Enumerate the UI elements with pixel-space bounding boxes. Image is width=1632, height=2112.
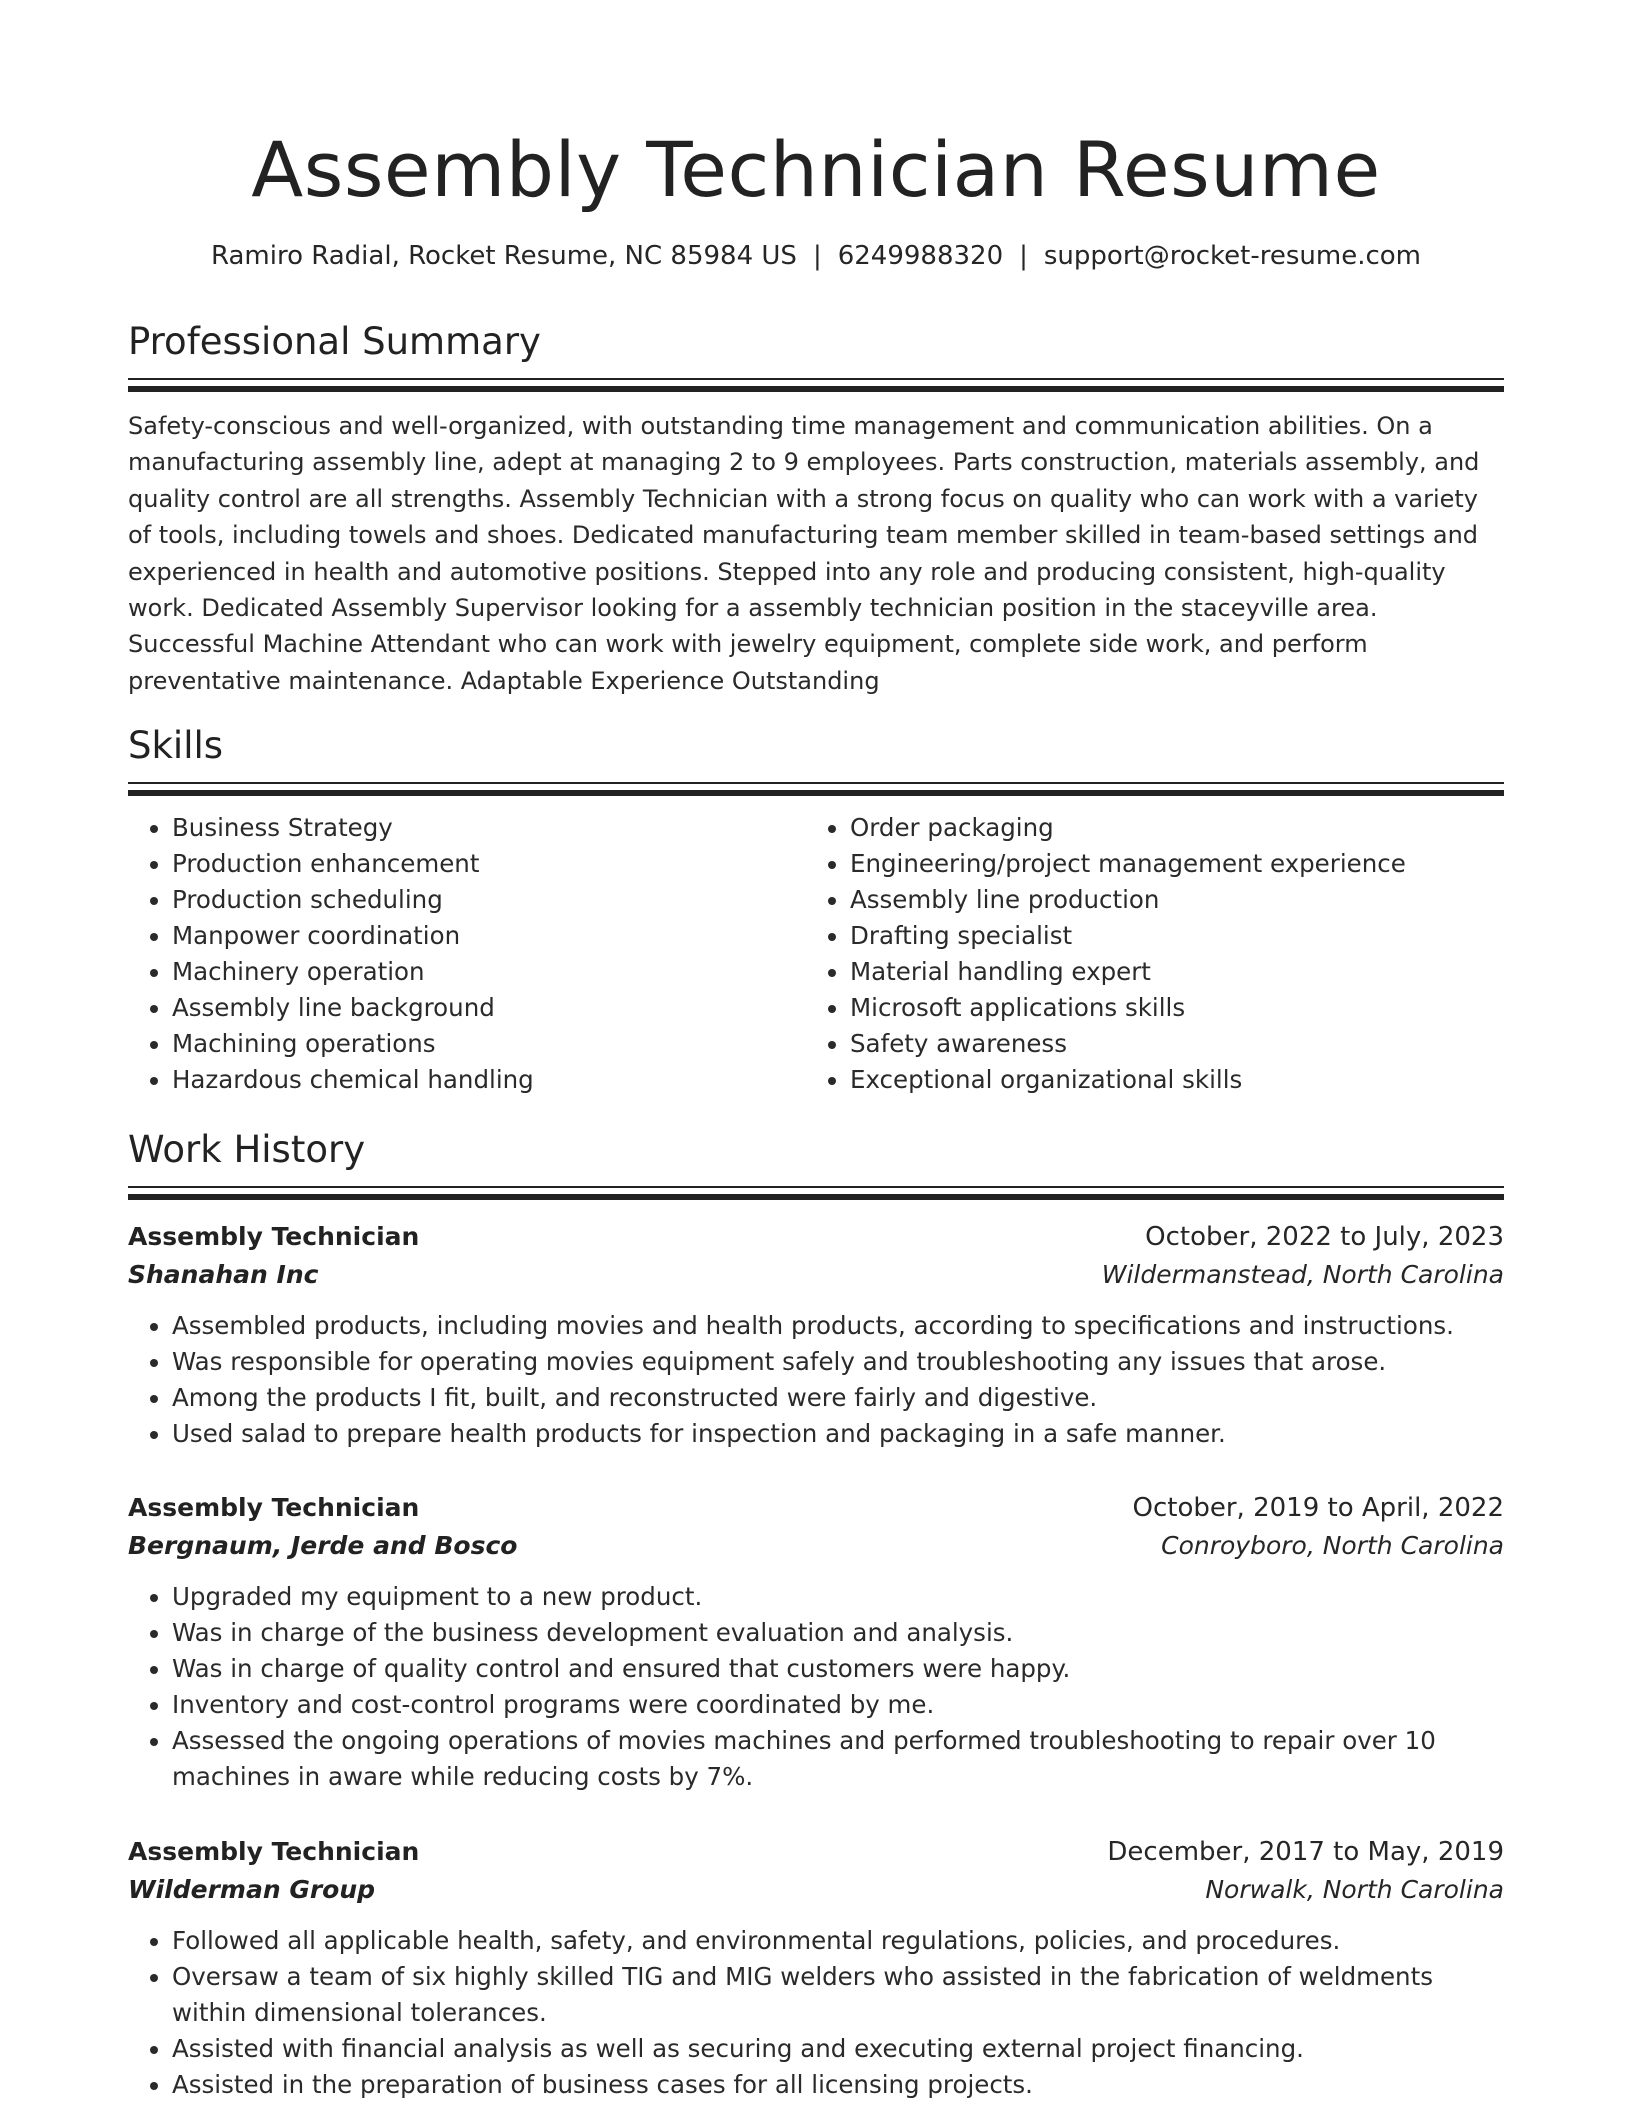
- list-item: • Followed all applicable health, safety, and environmental regulations, policies, and procedures.: [172, 1923, 1504, 1959]
- list-item: • Drafting specialist: [850, 918, 1466, 954]
- list-item: • Was responsible for operating movies equipment safely and troubleshooting any issues that arose.: [172, 1344, 1504, 1380]
- contact-line: [128, 238, 1504, 274]
- section-divider: [128, 378, 1504, 392]
- job-company: Wilderman Group: [128, 1875, 376, 1904]
- job-duties-list: [128, 1579, 1504, 1795]
- list-item: • Assessed the ongoing operations of movies machines and performed troubleshooting to repair over 10 machines in aware while reducing costs by 7%.: [172, 1723, 1504, 1795]
- resume-page: [128, 0, 1504, 2112]
- section-heading-skills: Skills: [128, 724, 224, 767]
- list-item: • Oversaw a team of six highly skilled TIG and MIG welders who assisted in the fabrication of weldments within dimensional tolerances.: [172, 1959, 1504, 2031]
- job-duties-list: [128, 1923, 1504, 2103]
- job-dates: December, 2017 to May, 2019: [1107, 1837, 1504, 1867]
- job-header-row: [128, 1218, 1504, 1256]
- job-title: Assembly Technician: [128, 1493, 420, 1522]
- list-item: • Assembly line background: [172, 990, 788, 1026]
- job-location: Wildermanstead, North Carolina: [1101, 1260, 1504, 1289]
- job-duties-list: [128, 1308, 1504, 1452]
- contact-phone: 6249988320: [837, 241, 1004, 271]
- job-dates: October, 2022 to July, 2023: [1145, 1222, 1504, 1252]
- job-entry: [128, 1489, 1504, 1795]
- list-item: • Was in charge of the business development evaluation and analysis.: [172, 1615, 1504, 1651]
- job-company-row: [128, 1871, 1504, 1909]
- list-item: • Among the products I fit, built, and reconstructed were fairly and digestive.: [172, 1380, 1504, 1416]
- list-item: • Inventory and cost-control programs were coordinated by me.: [172, 1687, 1504, 1723]
- list-item: • Production scheduling: [172, 882, 788, 918]
- job-header-row: [128, 1833, 1504, 1871]
- list-item: • Assisted in the preparation of business cases for all licensing projects.: [172, 2067, 1504, 2103]
- section-divider: [128, 782, 1504, 796]
- list-item: • Exceptional organizational skills: [850, 1062, 1466, 1098]
- list-item: • Machinery operation: [172, 954, 788, 990]
- list-item: • Engineering/project management experience: [850, 846, 1466, 882]
- skills-column-right: [806, 810, 1466, 1098]
- contact-address: Ramiro Radial, Rocket Resume, NC 85984 US: [210, 241, 797, 271]
- job-title: Assembly Technician: [128, 1222, 420, 1251]
- contact-separator: |: [812, 241, 822, 271]
- list-item: • Upgraded my equipment to a new product.: [172, 1579, 1504, 1615]
- job-entry: [128, 1218, 1504, 1452]
- job-title: Assembly Technician: [128, 1837, 420, 1866]
- list-item: • Used salad to prepare health products for inspection and packaging in a safe manner.: [172, 1416, 1504, 1452]
- list-item: • Hazardous chemical handling: [172, 1062, 788, 1098]
- list-item: • Order packaging: [850, 810, 1466, 846]
- job-location: Norwalk, North Carolina: [1205, 1875, 1504, 1904]
- list-item: • Machining operations: [172, 1026, 788, 1062]
- job-dates: October, 2019 to April, 2022: [1132, 1493, 1504, 1523]
- list-item: • Assembly line production: [850, 882, 1466, 918]
- list-item: • Assisted with financial analysis as well as securing and executing external project financing.: [172, 2031, 1504, 2067]
- list-item: • Microsoft applications skills: [850, 990, 1466, 1026]
- section-divider: [128, 1186, 1504, 1200]
- job-company-row: [128, 1527, 1504, 1565]
- contact-separator: |: [1019, 241, 1028, 271]
- section-heading-work-history: Work History: [128, 1128, 366, 1171]
- job-location: Conroyboro, North Carolina: [1161, 1531, 1504, 1560]
- list-item: • Safety awareness: [850, 1026, 1466, 1062]
- list-item: • Was in charge of quality control and ensured that customers were happy.: [172, 1651, 1504, 1687]
- list-item: • Material handling expert: [850, 954, 1466, 990]
- job-entry: [128, 1833, 1504, 2103]
- skills-column-left: [128, 810, 788, 1098]
- list-item: • Business Strategy: [172, 810, 788, 846]
- list-item: • Assembled products, including movies and health products, according to specifications and instructions.: [172, 1308, 1504, 1344]
- list-item: • Manpower coordination: [172, 918, 788, 954]
- job-company: Shanahan Inc: [128, 1260, 319, 1289]
- summary-text: Safety-conscious and well-organized, with outstanding time management and communication abilities. On a manufacturing assembly line, adept at managing 2 to 9 employees. Parts construction, materials assembly, and quality control are all strengths. Assembly Technician with a strong focus on quality who can work with a variety of tools, including towels and shoes. Dedicated manufacturing team member skilled in team-based settings and experienced in health and automotive positions. Stepped into any role and producing consistent, high-quality work. Dedicated Assembly Supervisor looking for a assembly technician position in the staceyville area. Successful Machine Attendant who can work with jewelry equipment, complete side work, and perform preventative maintenance. Adaptable Experience Outstanding: [128, 412, 1480, 695]
- section-heading-summary: Professional Summary: [128, 320, 541, 363]
- contact-email: support@rocket-resume.com: [1043, 241, 1421, 271]
- job-company-row: [128, 1256, 1504, 1294]
- list-item: • Production enhancement: [172, 846, 788, 882]
- job-header-row: [128, 1489, 1504, 1527]
- job-company: Bergnaum, Jerde and Bosco: [128, 1531, 518, 1560]
- page-title: Assembly Technician Resume: [251, 125, 1381, 214]
